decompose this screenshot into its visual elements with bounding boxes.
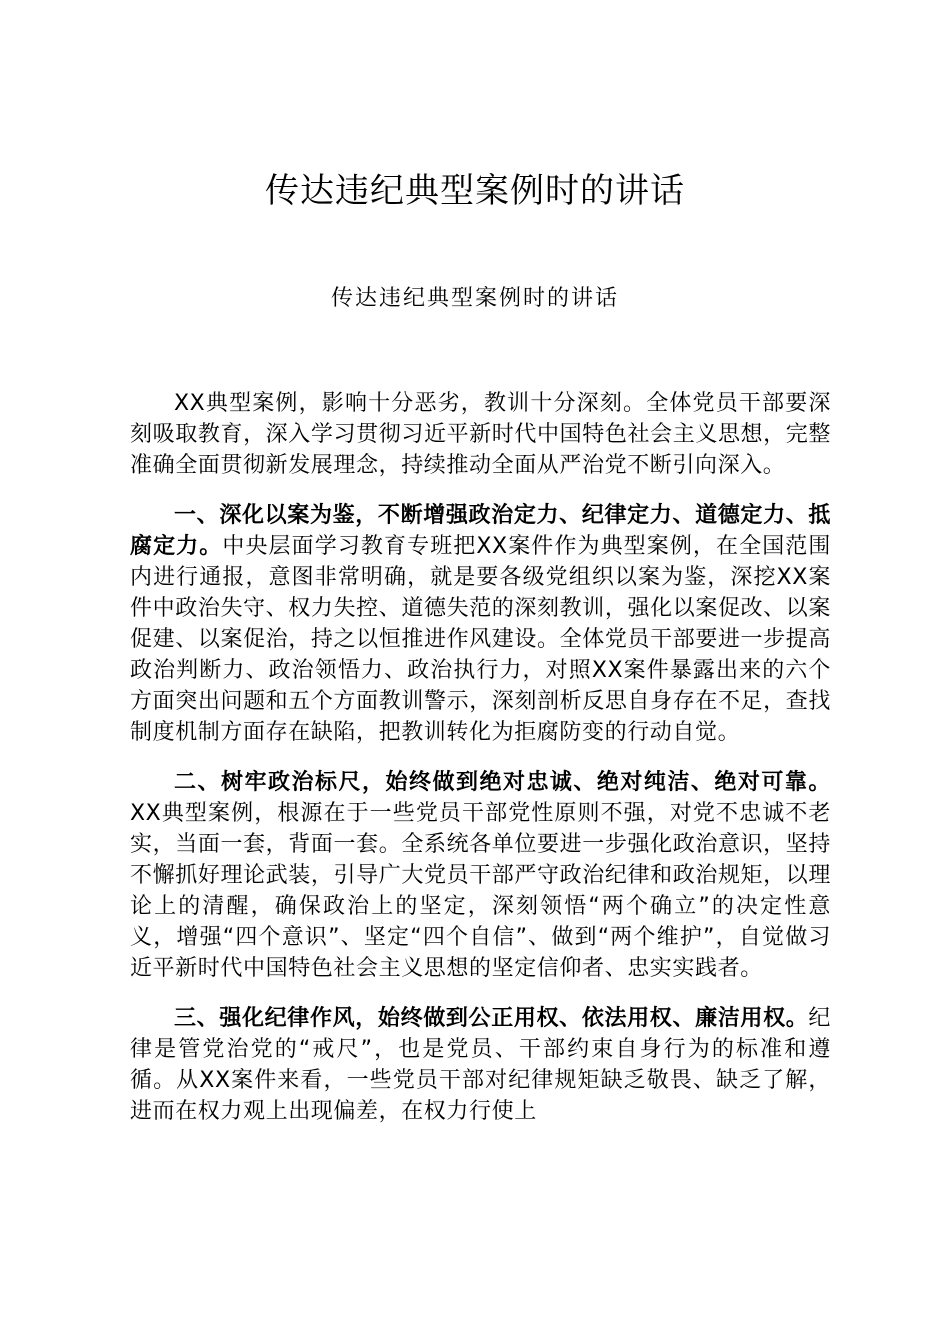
intro-paragraph: XX典型案例，影响十分恶劣，教训十分深刻。全体党员干部要深刻吸取教育，深入学习贯彻习近平新时代中国特色社会主义思想，完整准确全面贯彻新发展理念，持续推动全面从严治党不断引向深入。 bbox=[130, 391, 831, 478]
section-paragraph-1 bbox=[130, 500, 831, 748]
section-body-3: 纪律是管党治党的“戒尺”，也是党员、干部约束自身行为的标准和遵循。从XX案件来看，一些党员干部对纪律规矩缺乏敬畏、缺乏了解，进而在权力观上出现偏差，在权力行使上 bbox=[130, 1006, 831, 1124]
section-body-2: XX典型案例，根源在于一些党员干部党性原则不强，对党不忠诚不老实，当面一套，背面一套。全系统各单位要进一步强化政治意识，坚持不懈抓好理论武装，引导广大党员干部严守政治纪律和政治规矩，以理论上的清醒，确保政治上的坚定，深刻领悟“两个确立”的决定性意义，增强“四个意识”、坚定“四个自信”、做到“两个维护”，自觉做习近平新时代中国特色社会主义思想的坚定信仰者、忠实实践者。 bbox=[130, 801, 831, 981]
section-heading-3: 三、强化纪律作风，始终做到公正用权、依法用权、廉洁用权。 bbox=[174, 1006, 809, 1031]
section-heading-2: 二、树牢政治标尺，始终做到绝对忠诚、绝对纯洁、绝对可靠。 bbox=[174, 770, 831, 795]
document-subtitle: 传达违纪典型案例时的讲话 bbox=[330, 286, 619, 311]
section-paragraph-2 bbox=[130, 767, 831, 984]
section-body-1: 中央层面学习教育专班把XX案件作为典型案例，在全国范围内进行通报，意图非常明确，就是要各级党组织以案为鉴，深挖XX案件中政治失守、权力失控、道德失范的深刻教训，强化以案促改、以案促建、以案促治，持之以恒推进作风建设。全体党员干部要进一步提高政治判断力、政治领悟力、政治执行力，对照XX案件暴露出来的六个方面突出问题和五个方面教训警示，深刻剖析反思自身存在不足，查找制度机制方面存在缺陷，把教训转化为拒腐防变的行动自觉。 bbox=[130, 534, 831, 745]
section-paragraph-3 bbox=[130, 1003, 831, 1127]
section-heading-1: 一、深化以案为鉴，不断增强政治定力、纪律定力、道德定力、抵腐定力。 bbox=[130, 503, 831, 559]
document-title: 传达违纪典型案例时的讲话 bbox=[265, 171, 685, 211]
document-body bbox=[130, 388, 831, 1146]
